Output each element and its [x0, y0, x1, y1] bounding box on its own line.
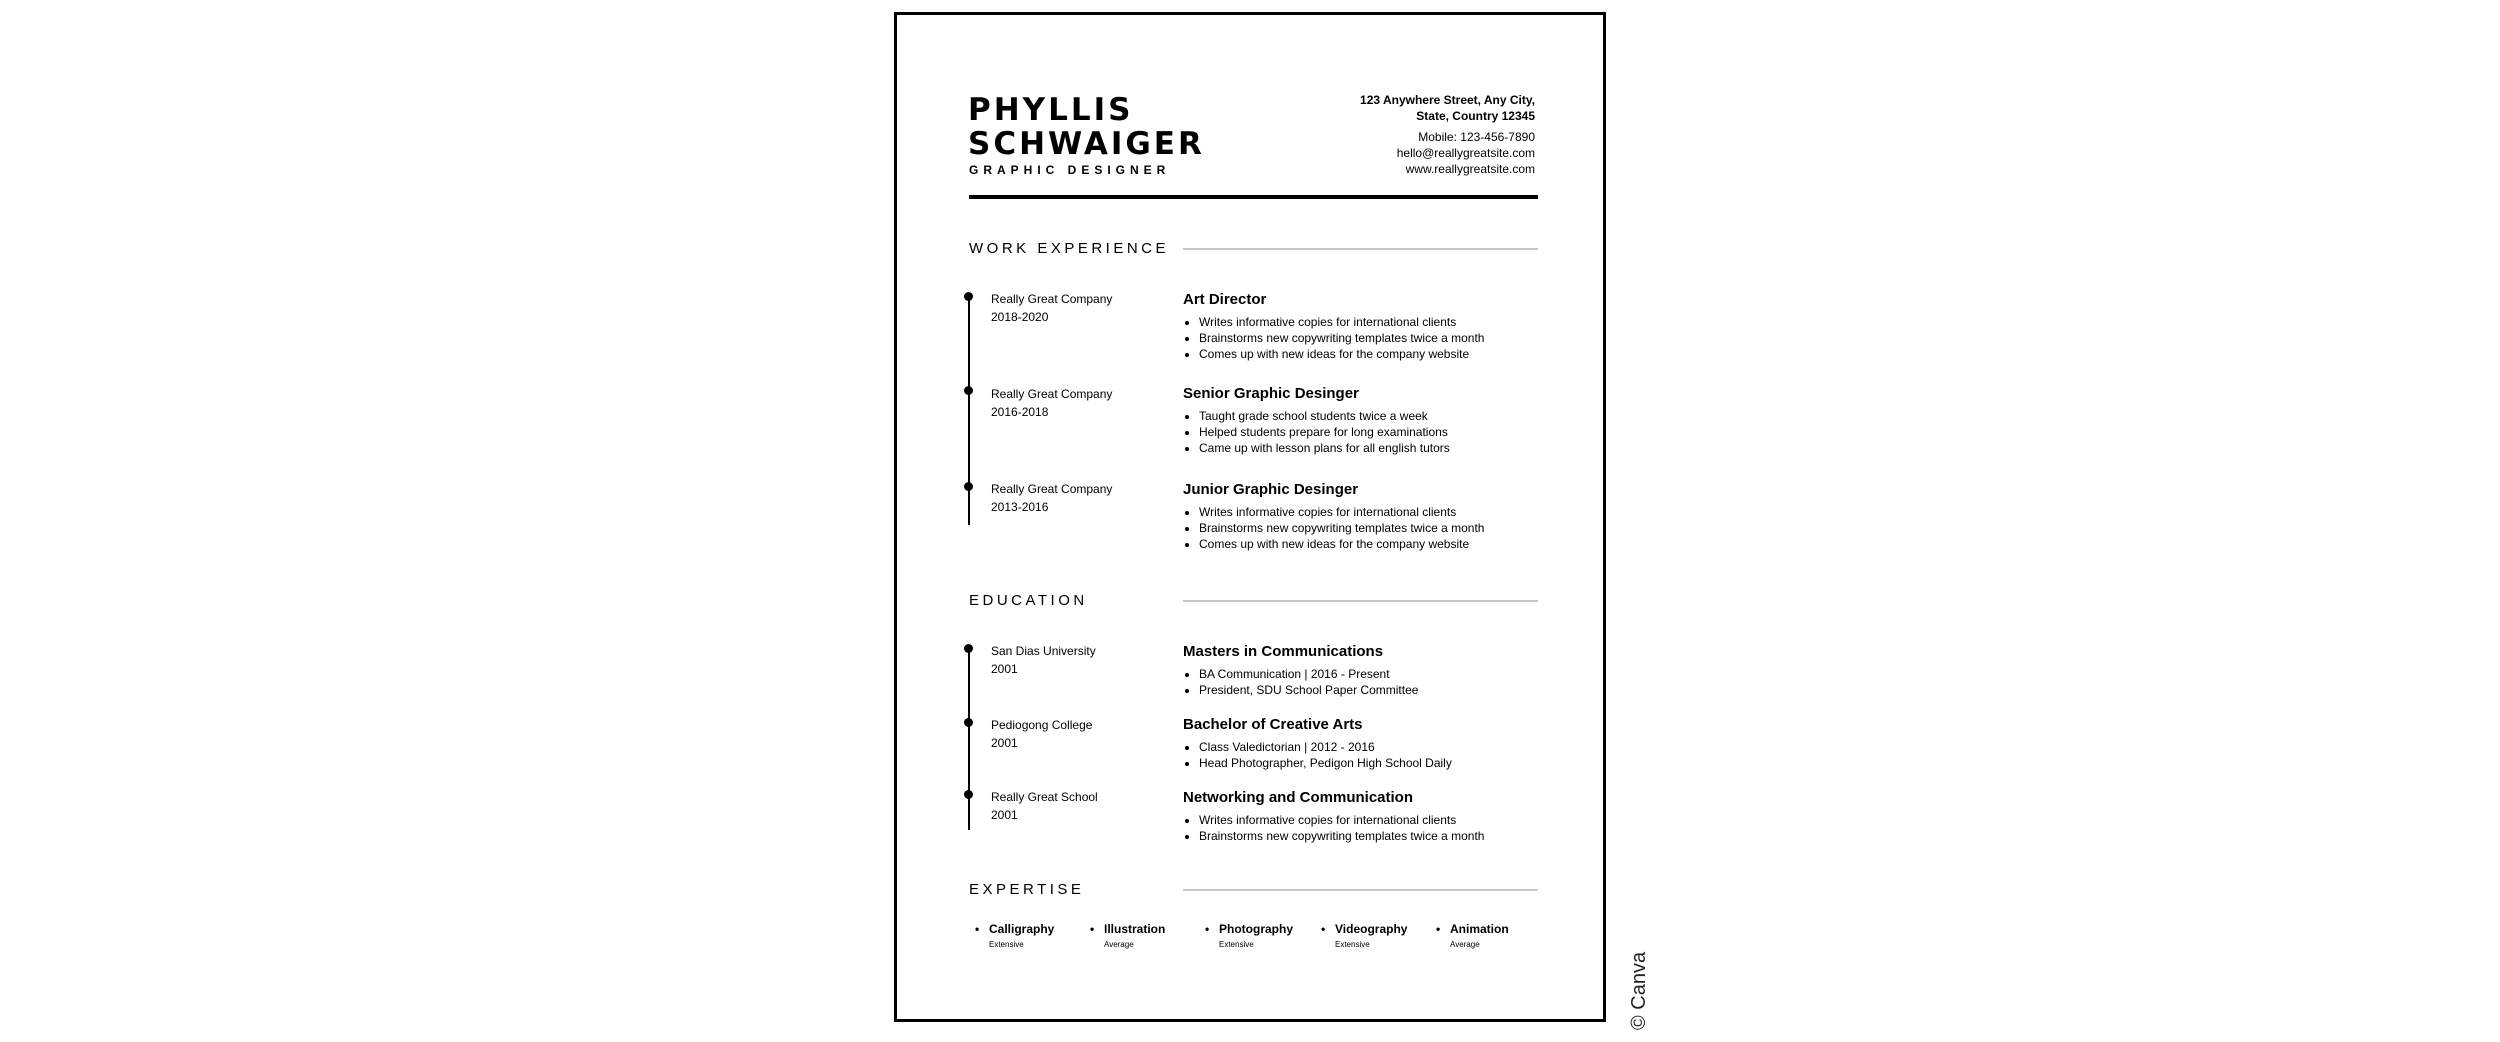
education-degree: Networking and Communication: [1183, 789, 1414, 806]
work-bullets: [1183, 504, 1484, 552]
education-bullets: [1183, 666, 1418, 698]
skill-name: • Calligraphy: [989, 922, 1054, 936]
timeline-dot: [964, 644, 973, 653]
resume-page: [894, 12, 1606, 1022]
work-position: Senior Graphic Desinger: [1183, 385, 1359, 402]
education-degree: Masters in Communications: [1183, 643, 1384, 660]
skill-item: [1104, 922, 1165, 949]
education-section-rule: [1183, 600, 1538, 602]
list-item: • Helped students prepare for long examinations: [1199, 424, 1450, 440]
timeline-dot: [964, 718, 973, 727]
education-bullets: [1183, 812, 1484, 844]
list-item: • BA Communication | 2016 - Present: [1199, 666, 1418, 682]
name-last: SCHWAIGER: [968, 126, 1205, 162]
work-position: Art Director: [1183, 291, 1267, 308]
work-bullets: [1183, 408, 1450, 456]
list-item: • Brainstorms new copywriting templates twice a month: [1199, 520, 1484, 536]
education-years: 2001: [991, 736, 1018, 750]
timeline-dot: [964, 482, 973, 491]
skill-item: [1450, 922, 1509, 949]
list-item: • Brainstorms new copywriting templates twice a month: [1199, 828, 1484, 844]
work-org: Really Great Company: [991, 482, 1113, 496]
name-first: PHYLLIS: [968, 92, 1134, 128]
timeline-dot: [964, 292, 973, 301]
skill-name: • Animation: [1450, 922, 1509, 936]
address-line-2: State, Country 12345: [1416, 109, 1535, 123]
list-item: • Brainstorms new copywriting templates twice a month: [1199, 330, 1484, 346]
list-item: • Class Valedictorian | 2012 - 2016: [1199, 739, 1452, 755]
work-years: 2018-2020: [991, 310, 1049, 324]
list-item: • Comes up with new ideas for the company website: [1199, 346, 1484, 362]
work-years: 2013-2016: [991, 500, 1049, 514]
address-line-1: 123 Anywhere Street, Any City,: [1360, 93, 1535, 107]
education-org: Pediogong College: [991, 718, 1093, 732]
work-years: 2016-2018: [991, 405, 1049, 419]
education-timeline: [968, 647, 970, 830]
list-item: • President, SDU School Paper Committee: [1199, 682, 1418, 698]
skill-level: Average: [1104, 940, 1134, 949]
education-years: 2001: [991, 662, 1018, 676]
mobile: Mobile: 123-456-7890: [1418, 130, 1535, 144]
education-bullets: [1183, 739, 1452, 771]
education-years: 2001: [991, 808, 1018, 822]
work-bullets: [1183, 314, 1484, 362]
list-item: • Writes informative copies for international clients: [1199, 812, 1484, 828]
skill-name: • Illustration: [1104, 922, 1165, 936]
education-degree: Bachelor of Creative Arts: [1183, 716, 1363, 733]
timeline-dot: [964, 790, 973, 799]
work-org: Really Great Company: [991, 292, 1113, 306]
job-role: GRAPHIC DESIGNER: [969, 163, 1171, 177]
skill-level: Extensive: [989, 940, 1024, 949]
list-item: • Writes informative copies for international clients: [1199, 504, 1484, 520]
list-item: • Comes up with new ideas for the company website: [1199, 536, 1484, 552]
skill-item: [989, 922, 1054, 949]
work-section-rule: [1183, 248, 1538, 250]
website: www.reallygreatsite.com: [1405, 162, 1535, 176]
skill-name: • Videography: [1335, 922, 1407, 936]
email: hello@reallygreatsite.com: [1396, 146, 1535, 160]
education-org: San Dias University: [991, 644, 1096, 658]
expertise-section-title: EXPERTISE: [969, 881, 1085, 898]
list-item: • Head Photographer, Pedigon High School Daily: [1199, 755, 1452, 771]
list-item: • Taught grade school students twice a week: [1199, 408, 1450, 424]
skill-level: Extensive: [1219, 940, 1254, 949]
skill-item: [1335, 922, 1407, 949]
work-section-title: WORK EXPERIENCE: [969, 240, 1170, 257]
skill-level: Extensive: [1335, 940, 1370, 949]
skill-item: [1219, 922, 1293, 949]
list-item: • Writes informative copies for international clients: [1199, 314, 1484, 330]
work-position: Junior Graphic Desinger: [1183, 481, 1359, 498]
education-section-title: EDUCATION: [969, 592, 1088, 609]
skill-level: Average: [1450, 940, 1480, 949]
education-org: Really Great School: [991, 790, 1098, 804]
timeline-dot: [964, 386, 973, 395]
header-divider: [969, 195, 1538, 199]
expertise-section-rule: [1183, 889, 1538, 891]
canva-watermark: © Canva: [1628, 951, 1650, 1030]
skill-name: • Photography: [1219, 922, 1293, 936]
list-item: • Came up with lesson plans for all english tutors: [1199, 440, 1450, 456]
work-org: Really Great Company: [991, 387, 1113, 401]
